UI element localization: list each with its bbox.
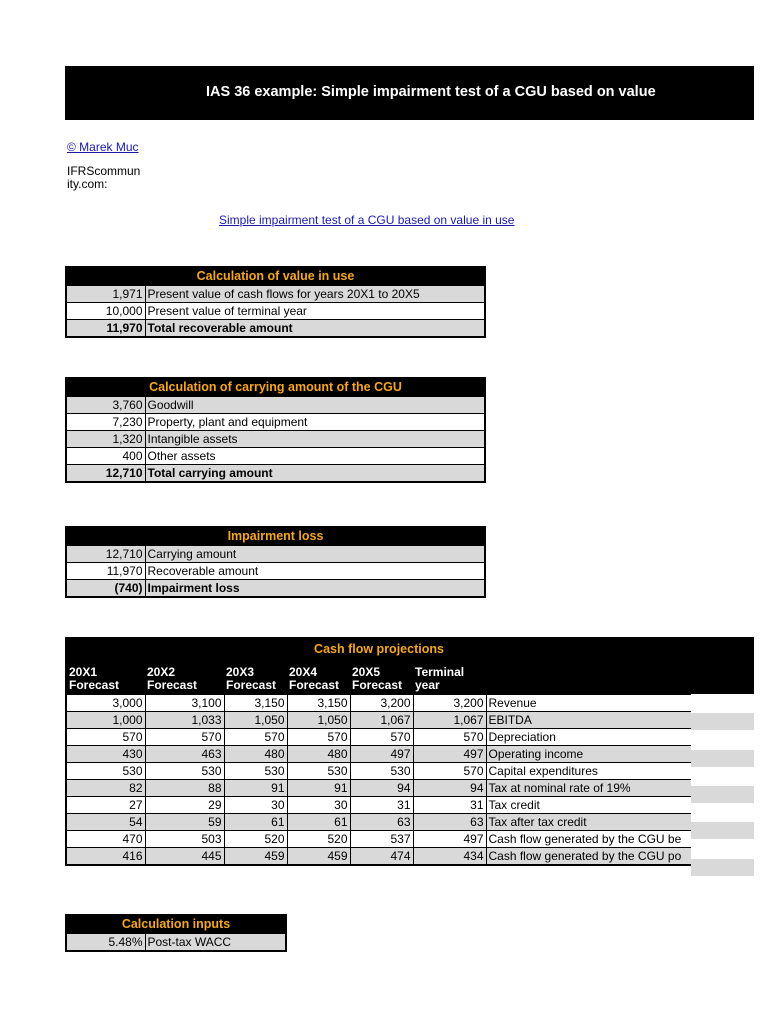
cash-flow-title: Cash flow projections bbox=[66, 638, 691, 658]
table-cell: 497 bbox=[413, 745, 486, 762]
table-cell: 480 bbox=[287, 745, 350, 762]
row-label: Cash flow generated by the CGU po bbox=[486, 847, 691, 865]
table-row: 5.48% Post-tax WACC bbox=[66, 933, 286, 951]
column-header: 20X2 Forecast bbox=[145, 658, 224, 694]
table-cell: 30 bbox=[224, 796, 287, 813]
table-cell: 570 bbox=[66, 728, 145, 745]
table-cell: 94 bbox=[350, 779, 413, 796]
table-cell: 3,200 bbox=[413, 694, 486, 711]
table-cell: 503 bbox=[145, 830, 224, 847]
table-row: 11,970 Recoverable amount bbox=[66, 562, 485, 579]
table-cell: 3,000 bbox=[66, 694, 145, 711]
table-cell: 91 bbox=[287, 779, 350, 796]
table-cell: 91 bbox=[224, 779, 287, 796]
column-header: 20X5 Forecast bbox=[350, 658, 413, 694]
table-cell: 94 bbox=[413, 779, 486, 796]
table-cell: 530 bbox=[224, 762, 287, 779]
carrying-amount-table bbox=[65, 377, 486, 483]
table-cell: 530 bbox=[350, 762, 413, 779]
table-row: 7,230 Property, plant and equipment bbox=[66, 413, 485, 430]
table-row bbox=[66, 830, 691, 847]
row-label: Tax credit bbox=[486, 796, 691, 813]
table-row: 10,000 Present value of terminal year bbox=[66, 302, 485, 319]
table-row: 12,710 Carrying amount bbox=[66, 545, 485, 562]
table-cell: 530 bbox=[145, 762, 224, 779]
table-row: 12,710 Total carrying amount bbox=[66, 464, 485, 482]
table-cell: 1,067 bbox=[350, 711, 413, 728]
column-header: 20X4 Forecast bbox=[287, 658, 350, 694]
table-cell: 1,033 bbox=[145, 711, 224, 728]
page-header bbox=[65, 66, 754, 120]
table-cell: 61 bbox=[224, 813, 287, 830]
row-shade-extension bbox=[691, 859, 754, 876]
table-cell: 434 bbox=[413, 847, 486, 865]
table-cell: 63 bbox=[350, 813, 413, 830]
table-cell: 31 bbox=[413, 796, 486, 813]
column-header: Terminal year bbox=[413, 658, 486, 694]
table-cell: 31 bbox=[350, 796, 413, 813]
table-cell: 463 bbox=[145, 745, 224, 762]
table-row bbox=[66, 711, 691, 728]
table-cell: 570 bbox=[224, 728, 287, 745]
table-cell: 570 bbox=[350, 728, 413, 745]
value-in-use-table bbox=[65, 266, 486, 338]
row-shade-extension bbox=[691, 713, 754, 730]
table-cell: 416 bbox=[66, 847, 145, 865]
value-in-use-title: Calculation of value in use bbox=[66, 267, 485, 285]
table-cell: 88 bbox=[145, 779, 224, 796]
carrying-amount-title: Calculation of carrying amount of the CGU bbox=[66, 378, 485, 396]
author-link[interactable]: © Marek Muc bbox=[67, 140, 139, 154]
table-cell: 459 bbox=[287, 847, 350, 865]
table-row bbox=[66, 779, 691, 796]
table-cell: 530 bbox=[66, 762, 145, 779]
table-cell: 82 bbox=[66, 779, 145, 796]
table-row: 11,970 Total recoverable amount bbox=[66, 319, 485, 337]
site-label: IFRScommun ity.com: bbox=[67, 164, 141, 191]
row-label: Depreciation bbox=[486, 728, 691, 745]
table-row bbox=[66, 745, 691, 762]
table-row bbox=[66, 813, 691, 830]
table-cell: 570 bbox=[413, 728, 486, 745]
table-row bbox=[66, 796, 691, 813]
table-cell: 497 bbox=[413, 830, 486, 847]
row-shade-extension bbox=[691, 822, 754, 839]
table-cell: 474 bbox=[350, 847, 413, 865]
table-cell: 1,067 bbox=[413, 711, 486, 728]
table-row: 400 Other assets bbox=[66, 447, 485, 464]
table-cell: 445 bbox=[145, 847, 224, 865]
table-cell: 537 bbox=[350, 830, 413, 847]
table-row: 1,971 Present value of cash flows for years 20X1 to 20X5 bbox=[66, 285, 485, 302]
impairment-loss-table bbox=[65, 526, 486, 598]
page-title: IAS 36 example: Simple impairment test of a CGU based on value bbox=[206, 84, 656, 100]
table-row: 1,320 Intangible assets bbox=[66, 430, 485, 447]
article-link[interactable]: Simple impairment test of a CGU based on value in use bbox=[219, 213, 515, 227]
table-row bbox=[66, 762, 691, 779]
table-cell: 1,000 bbox=[66, 711, 145, 728]
table-row bbox=[66, 694, 691, 711]
table-cell: 3,150 bbox=[224, 694, 287, 711]
table-cell: 63 bbox=[413, 813, 486, 830]
table-cell: 30 bbox=[287, 796, 350, 813]
table-row: (740) Impairment loss bbox=[66, 579, 485, 597]
table-cell: 3,150 bbox=[287, 694, 350, 711]
row-label: Tax after tax credit bbox=[486, 813, 691, 830]
row-label: EBITDA bbox=[486, 711, 691, 728]
table-cell: 1,050 bbox=[287, 711, 350, 728]
row-shade-extension bbox=[691, 786, 754, 803]
calculation-inputs-title: Calculation inputs bbox=[66, 915, 286, 933]
table-cell: 3,200 bbox=[350, 694, 413, 711]
table-cell: 459 bbox=[224, 847, 287, 865]
table-cell: 29 bbox=[145, 796, 224, 813]
table-cell: 61 bbox=[287, 813, 350, 830]
table-cell: 59 bbox=[145, 813, 224, 830]
table-cell: 54 bbox=[66, 813, 145, 830]
cash-flow-table bbox=[65, 637, 691, 866]
row-label: Operating income bbox=[486, 745, 691, 762]
table-cell: 570 bbox=[413, 762, 486, 779]
table-cell: 530 bbox=[287, 762, 350, 779]
table-cell: 1,050 bbox=[224, 711, 287, 728]
table-cell: 520 bbox=[224, 830, 287, 847]
table-cell: 497 bbox=[350, 745, 413, 762]
column-header: 20X1 Forecast bbox=[66, 658, 145, 694]
table-cell: 27 bbox=[66, 796, 145, 813]
table-cell: 570 bbox=[287, 728, 350, 745]
table-cell: 480 bbox=[224, 745, 287, 762]
table-cell: 570 bbox=[145, 728, 224, 745]
table-row bbox=[66, 728, 691, 745]
table-cell: 520 bbox=[287, 830, 350, 847]
cash-flow-header-extension bbox=[691, 637, 754, 694]
table-cell: 470 bbox=[66, 830, 145, 847]
row-shade-extension bbox=[691, 750, 754, 767]
table-row: 3,760 Goodwill bbox=[66, 396, 485, 413]
row-label: Cash flow generated by the CGU be bbox=[486, 830, 691, 847]
calculation-inputs-table bbox=[65, 914, 287, 952]
row-label: Revenue bbox=[486, 694, 691, 711]
row-label: Capital expenditures bbox=[486, 762, 691, 779]
row-label: Tax at nominal rate of 19% bbox=[486, 779, 691, 796]
table-row bbox=[66, 847, 691, 865]
table-cell: 3,100 bbox=[145, 694, 224, 711]
column-header: 20X3 Forecast bbox=[224, 658, 287, 694]
impairment-loss-title: Impairment loss bbox=[66, 527, 485, 545]
table-cell: 430 bbox=[66, 745, 145, 762]
